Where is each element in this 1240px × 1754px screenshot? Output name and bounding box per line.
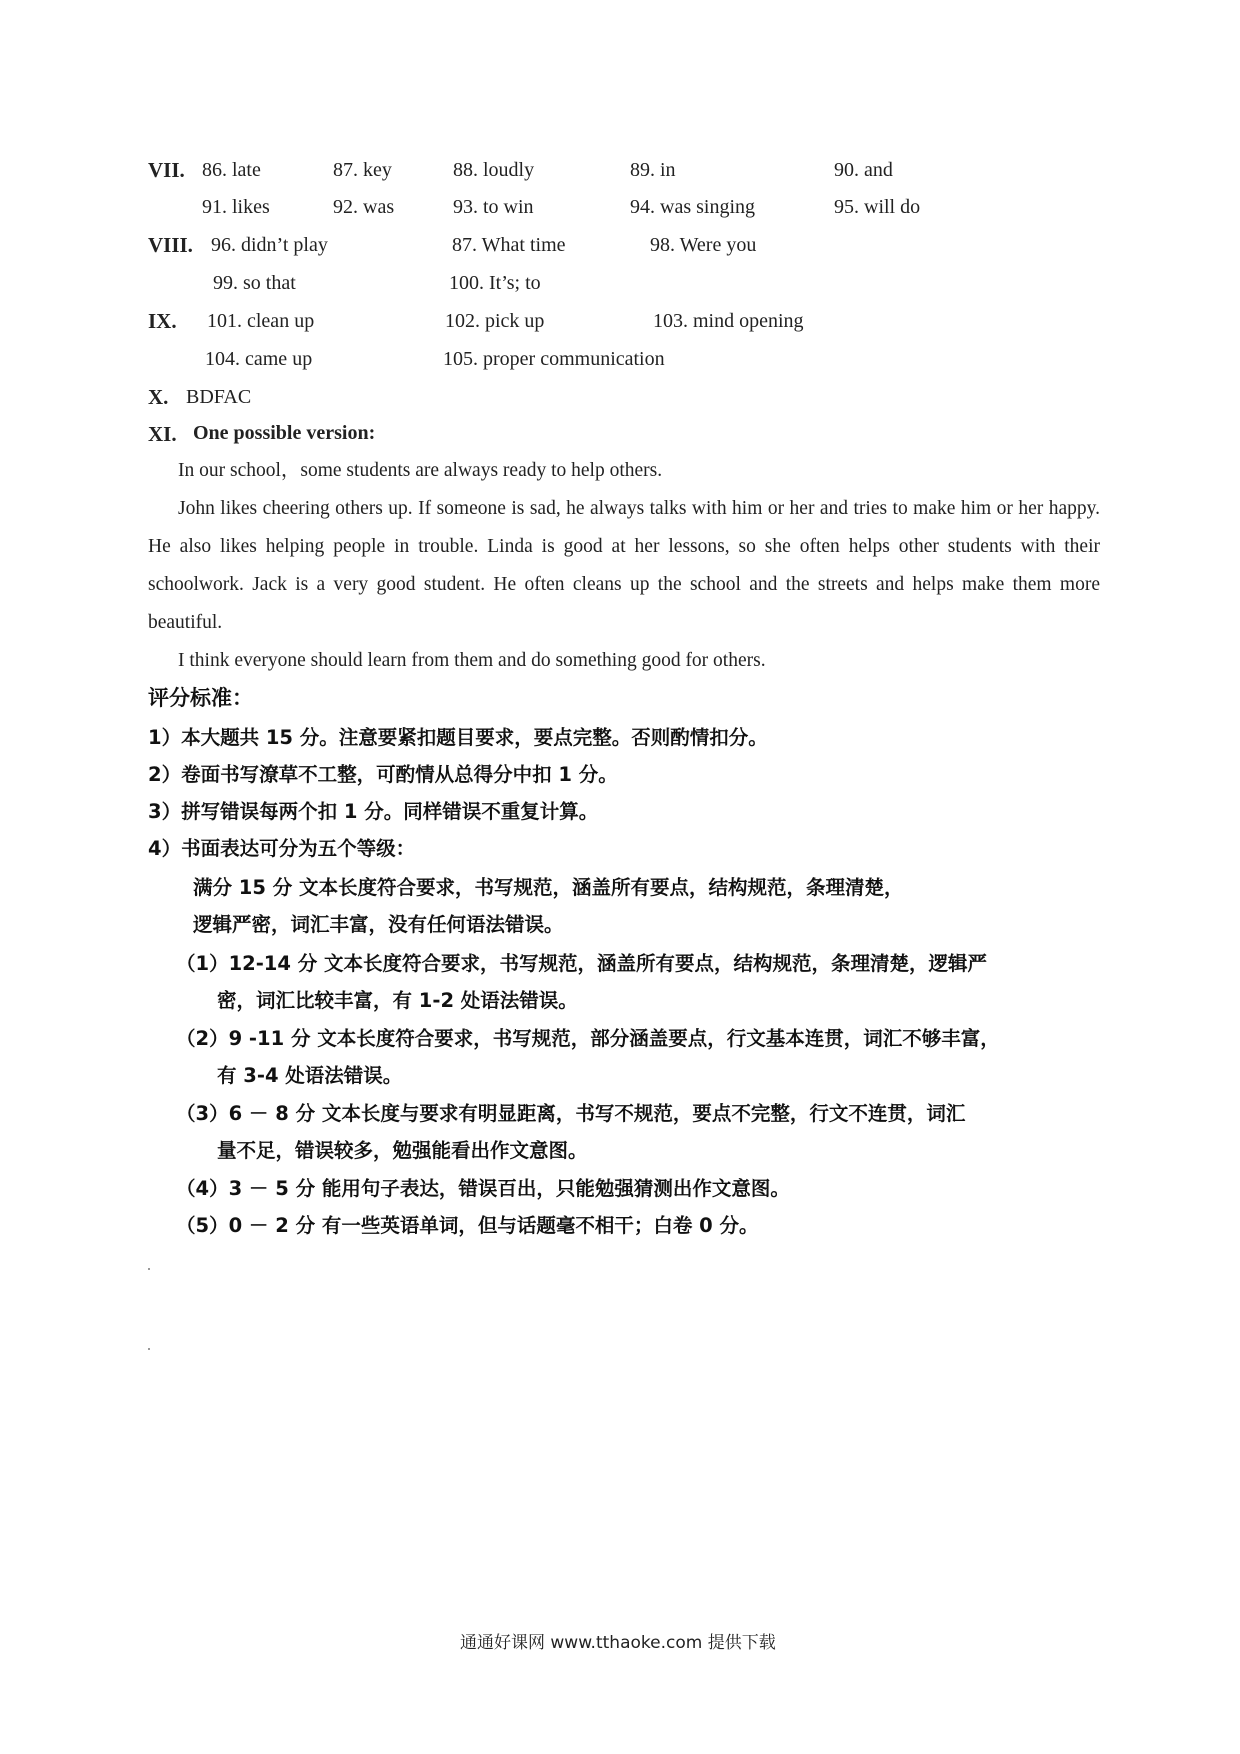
- answer-88: 88. loudly: [453, 159, 535, 181]
- essay-paragraph: John likes cheering others up. If someone is sad, he always talks with him or her and tries to make him or her happy. He also likes helping people in trouble. Linda is good at her lessons, so she often helps other students with their schoolwork. Jack is a very good student. He often cleans up the school and the streets and helps make them more beautiful.: [148, 498, 1100, 633]
- grade-full-line2: 逻辑严密，词汇丰富，没有任何语法错误。: [193, 913, 564, 936]
- answer-104: 104. came up: [205, 348, 313, 370]
- section-vii-label: VII.: [148, 158, 185, 182]
- grade-level-3-line1: （3）6 － 8 分 文本长度与要求有明显距离，书写不规范，要点不完整，行文不连贯，词汇: [176, 1102, 966, 1125]
- scan-mark: [148, 1268, 150, 1270]
- answer-100: 100. It’s; to: [449, 272, 541, 294]
- grading-title: 评分标准：: [148, 686, 253, 710]
- answer-94: 94. was singing: [630, 196, 755, 218]
- grade-level-1-line1: （1）12-14 分 文本长度符合要求，书写规范，涵盖所有要点，结构规范，条理清楚，逻辑严: [176, 952, 988, 975]
- section-viii-label: VIII.: [148, 233, 193, 257]
- answer-95: 95. will do: [834, 196, 921, 218]
- answer-89: 89. in: [630, 159, 676, 181]
- section-ix-label: IX.: [148, 309, 177, 333]
- grade-level-1-line2: 密，词汇比较丰富，有 1-2 处语法错误。: [217, 989, 578, 1012]
- answer-92: 92. was: [333, 196, 395, 218]
- answer-91: 91. likes: [202, 196, 270, 218]
- answer-x: BDFAC: [186, 386, 252, 408]
- section-xi-label: XI.: [148, 422, 177, 446]
- grade-level-3-line2: 量不足，错误较多，勉强能看出作文意图。: [217, 1139, 588, 1162]
- answer-99: 99. so that: [213, 272, 296, 294]
- grading-rule: 3）拼写错误每两个扣 1 分。同样错误不重复计算。: [148, 800, 599, 823]
- answer-96: 96. didn’t play: [211, 234, 328, 256]
- answer-101: 101. clean up: [207, 310, 315, 332]
- grade-level-5: （5）0 － 2 分 有一些英语单词，但与话题毫不相干；白卷 0 分。: [176, 1214, 759, 1237]
- essay-paragraph: I think everyone should learn from them and do something good for others.: [178, 650, 766, 671]
- grade-level-4: （4）3 － 5 分 能用句子表达，错误百出，只能勉强猜测出作文意图。: [176, 1177, 790, 1200]
- page-footer: 通通好课网 www.tthaoke.com 提供下载: [460, 1633, 776, 1653]
- answer-93: 93. to win: [453, 196, 534, 218]
- section-xi-heading: One possible version:: [193, 422, 376, 444]
- grading-rule: 1）本大题共 15 分。注意要紧扣题目要求，要点完整。否则酌情扣分。: [148, 726, 768, 749]
- grade-level-2-line1: （2）9 -11 分 文本长度符合要求，书写规范，部分涵盖要点，行文基本连贯，词汇不够丰富，: [176, 1027, 1000, 1050]
- essay-paragraph: In our school，some students are always ready to help others.: [178, 460, 663, 481]
- grading-rule: 4）书面表达可分为五个等级：: [148, 837, 416, 860]
- answer-105: 105. proper communication: [443, 348, 665, 370]
- scan-mark: [148, 1348, 150, 1350]
- model-essay: [148, 452, 1100, 680]
- section-x-label: X.: [148, 385, 169, 409]
- grade-full-line1: 满分 15 分 文本长度符合要求，书写规范，涵盖所有要点，结构规范，条理清楚，: [193, 876, 904, 899]
- answer-87: 87. key: [333, 159, 392, 181]
- answer-98: 98. Were you: [650, 234, 757, 256]
- answer-97: 87. What time: [452, 234, 566, 256]
- answer-90: 90. and: [834, 159, 893, 181]
- answer-103: 103. mind opening: [653, 310, 804, 332]
- grade-level-2-line2: 有 3-4 处语法错误。: [217, 1064, 403, 1087]
- answer-86: 86. late: [202, 159, 261, 181]
- answer-102: 102. pick up: [445, 310, 545, 332]
- grading-rule: 2）卷面书写潦草不工整，可酌情从总得分中扣 1 分。: [148, 763, 618, 786]
